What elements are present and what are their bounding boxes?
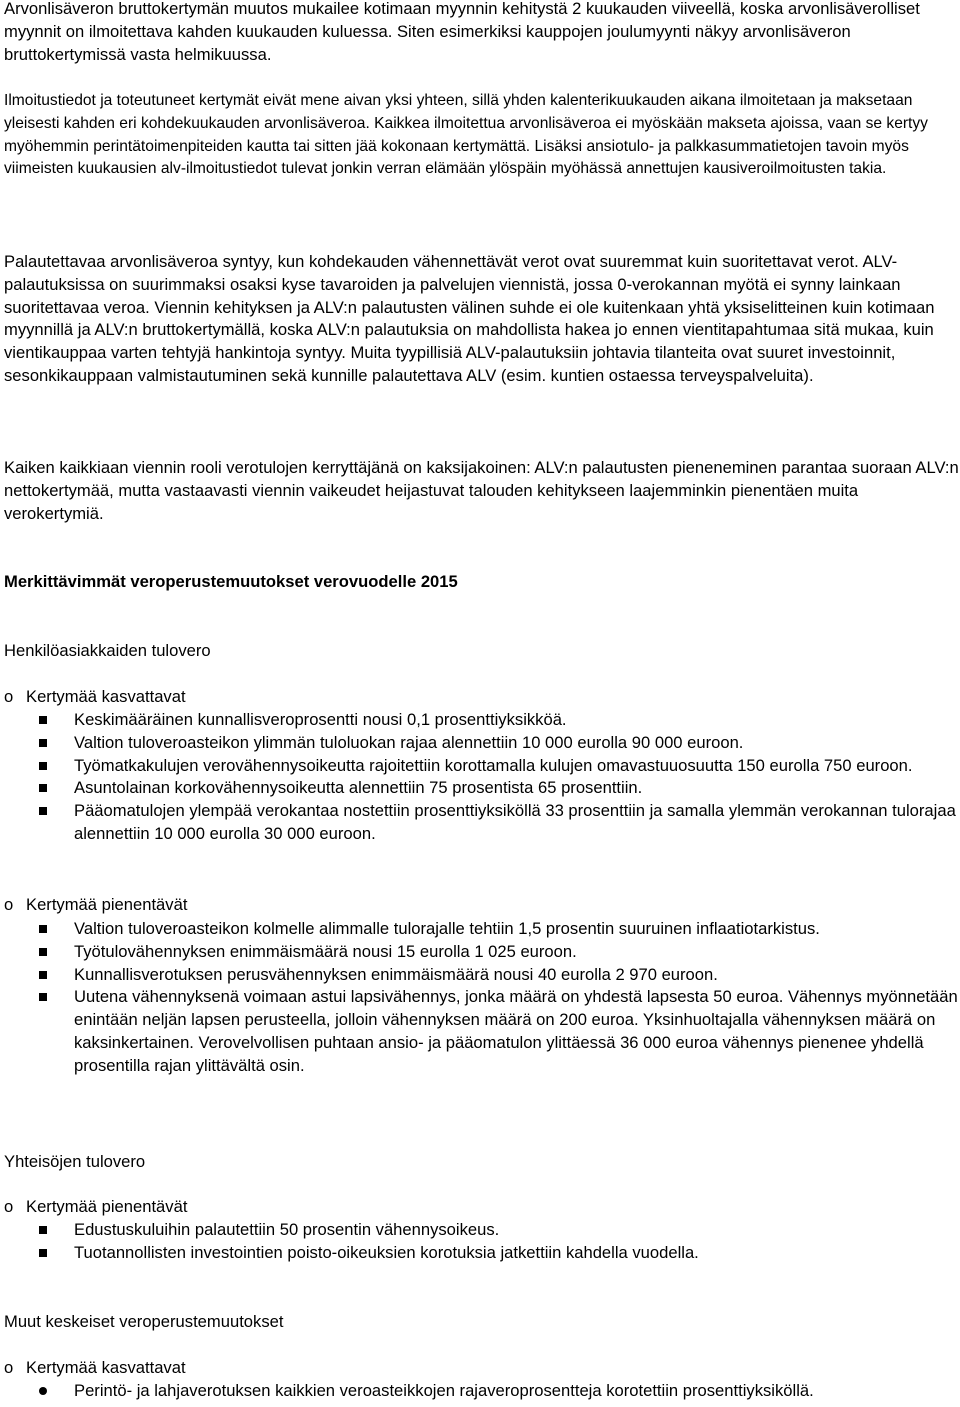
square-bullet-icon [39,993,47,1001]
round-bullet-icon [39,1387,47,1395]
list-other-increasing [38,1380,960,1403]
list-item: Tuotannollisten investointien poisto-oikeuksien korotuksia jatkettiin kahdella vuodella. [38,1242,960,1265]
circle-bullet-icon: o [4,895,14,914]
list-item: Uutena vähennyksenä voimaan astui lapsivähennys, jonka määrä on yhdestä lapsesta 50 euroa. Vähennys myönnetään enintään neljän lapsen perusteella, jolloin vähennyksen määrä on 200 euroa. Yksinhuoltajalla vähennyksen määrä on kaksinkertainen. Verovelvollisen puhtaan ansio- ja pääomatulon ylittäessä 36 000 euroa vähennys pienenee yhdellä prosentilla rajan ylittävältä osin. [38,986,960,1077]
square-bullet-icon [39,925,47,933]
square-bullet-icon [39,948,47,956]
paragraph-vat-refunds: Palautettavaa arvonlisäveroa syntyy, kun kohdekauden vähennettävät verot ovat suuremmat kuin suoritettavat verot. ALV-palautuksissa on suurimmaksi osaksi kyse tavaroiden ja palvelujen viennistä, jossa 0-verokannan myötä ei synny lainkaan suoritettavaa veroa. Viennin kehityksen ja ALV:n palautusten välinen suhde ei ole kuitenkaan yhtä yksiselitteinen kuin kotimaan myynnillä ja ALV:n bruttokertymällä, koska ALV:n palautuksia on mahdollista hakea jo ennen vientitapahtumaa sitä mukaa, kuin vientikauppaa varten tehtyjä hankintoja syntyy. Muita tyypillisiä ALV-palautuksiin johtavia tilanteita ovat suuret investoinnit, sesonkikauppaan valmistautuminen sekä kunnille palautettava ALV (esim. kuntien ostaessa terveyspalveluita). [4,252,935,385]
circle-bullet-icon: o [4,1197,14,1216]
square-bullet-icon [39,716,47,724]
circle-bullet-icon: o [4,1358,14,1377]
paragraph-vat-gross-revenue: Arvonlisäveron bruttokertymän muutos mukailee kotimaan myynnin kehitystä 2 kuukauden viiveellä, koska arvonlisäverolliset myynnit on ilmoitettava kahden kuukauden kuluessa. Siten esimerkiksi kauppojen joulumyynti näkyy arvonlisäveron bruttokertymissä vasta helmikuussa. [4,0,920,64]
section-heading-other-tax-changes: Muut keskeiset veroperustemuutokset [4,1312,284,1331]
list-item: Asuntolainan korkovähennysoikeutta alennettiin 75 prosentista 65 prosenttiin. [38,777,960,800]
square-bullet-icon [39,1226,47,1234]
section-heading-personal-income-tax: Henkilöasiakkaiden tulovero [4,641,211,660]
group-title-increasing: o Kertymää kasvattavat [4,1357,186,1380]
square-bullet-icon [39,784,47,792]
square-bullet-icon [39,971,47,979]
list-item: Valtion tuloveroasteikon ylimmän tuloluokan rajaa alennettiin 10 000 eurolla 90 000 euroon. [38,732,960,755]
list-item: Valtion tuloveroasteikon kolmelle alimmalle tulorajalle tehtiin 1,5 prosentin suuruinen inflaatiotarkistus. [38,918,960,941]
group-title-decreasing: o Kertymää pienentävät [4,1196,187,1219]
list-corporate-decreasing [38,1219,960,1265]
list-item: Pääomatulojen ylempää verokantaa nostettiin prosenttiyksiköllä 33 prosenttiin ja samalla ylemmän verokannan tulorajaa alennettiin 10 000 eurolla 30 000 euroon. [38,800,960,846]
paragraph-export-role: Kaiken kaikkiaan viennin rooli verotulojen kerryttäjänä on kaksijakoinen: ALV:n palautusten pieneneminen parantaa suoraan ALV:n nettokertymää, mutta vastaavasti viennin vaikeudet heijastuvat talouden kehitykseen laajemminkin pienentäen muita verokertymiä. [4,458,959,523]
section-heading-corporate-income-tax: Yhteisöjen tulovero [4,1152,146,1171]
paragraph-declaration-data: Ilmoitustiedot ja toteutuneet kertymät eivät mene aivan yksi yhteen, sillä yhden kalenterikuukauden aikana ilmoitetaan ja maksetaan yleisesti kahden eri kohdekuukauden arvonlisäveroa. Kaikkea ilmoitettua arvonlisäveroa ei myöskään makseta ajoissa, vaan se kertyy myöhemmin perintätoimenpiteiden kautta tai sitten jää kokonaan kertymättä. Lisäksi ansiotulo- ja palkkasummatietojen tavoin myös viimeisten kuukausien alv-ilmoitustiedot tulevat jonkin verran elämään ylöspäin myöhässä annettujen kausiveroilmoitusten takia. [4,92,928,178]
main-heading: Merkittävimmät veroperustemuutokset verovuodelle 2015 [4,572,458,591]
square-bullet-icon [39,762,47,770]
list-personal-increasing [38,709,960,846]
group-title-decreasing: o Kertymää pienentävät [4,894,187,917]
square-bullet-icon [39,807,47,815]
list-item: Keskimääräinen kunnallisveroprosentti nousi 0,1 prosenttiyksikköä. [38,709,960,732]
list-item: Edustuskuluihin palautettiin 50 prosentin vähennysoikeus. [38,1219,960,1242]
list-item: Perintö- ja lahjaverotuksen kaikkien veroasteikkojen rajaveroprosentteja korotettiin prosenttiyksiköllä. [38,1380,960,1403]
square-bullet-icon [39,739,47,747]
list-item: Työtulovähennyksen enimmäismäärä nousi 15 eurolla 1 025 euroon. [38,941,960,964]
list-personal-decreasing [38,918,960,1078]
group-title-increasing: o Kertymää kasvattavat [4,686,186,709]
list-item: Työmatkakulujen verovähennysoikeutta rajoitettiin korottamalla kulujen omavastuuosuutta 150 eurolla 750 euroon. [38,755,960,778]
list-item: Kunnallisverotuksen perusvähennyksen enimmäismäärä nousi 40 eurolla 2 970 euroon. [38,964,960,987]
square-bullet-icon [39,1249,47,1257]
circle-bullet-icon: o [4,687,14,706]
